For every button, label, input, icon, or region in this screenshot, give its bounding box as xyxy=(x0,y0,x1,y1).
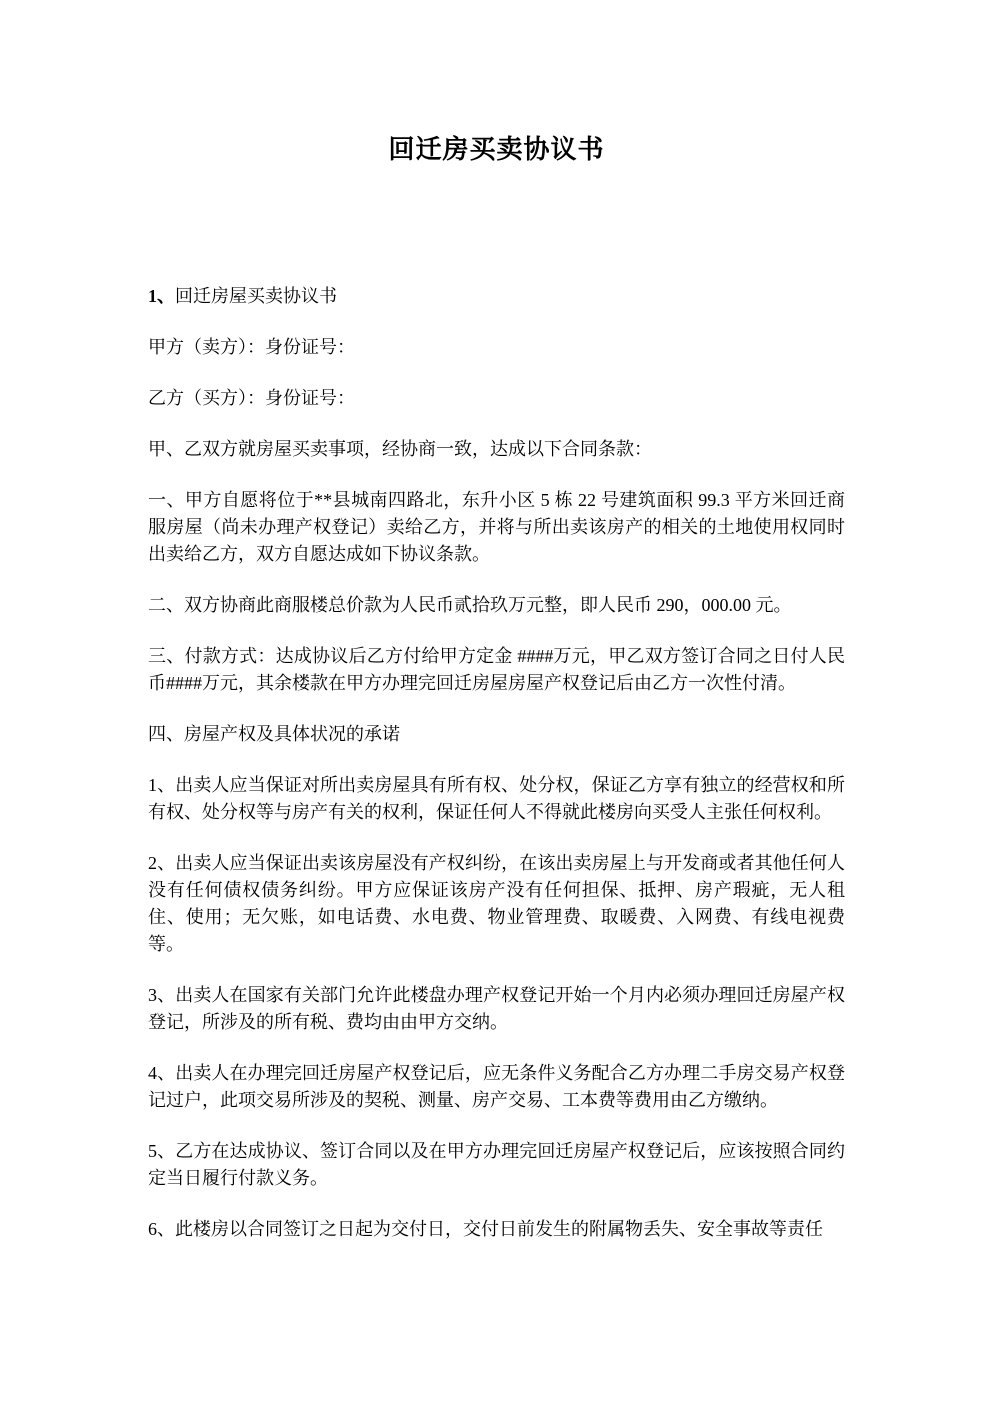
clause-four-item-3: 3、出卖人在国家有关部门允许此楼盘办理产权登记开始一个月内必须办理回迁房屋产权登记，所涉及的所有税、费均由由甲方交纳。 xyxy=(148,985,845,1032)
subtitle-text: 回迁房屋买卖协议书 xyxy=(175,286,337,306)
clause-four-heading: 四、房屋产权及具体状况的承诺 xyxy=(148,724,400,744)
preamble-line: 甲、乙双方就房屋买卖事项，经协商一致，达成以下合同条款： xyxy=(148,439,652,459)
subtitle-number: 1、 xyxy=(148,286,175,306)
party-a-line: 甲方（卖方）：身份证号： xyxy=(148,337,355,357)
clause-four-item-2: 2、出卖人应当保证出卖该房屋没有产权纠纷，在该出卖房屋上与开发商或者其他任何人没有任何债权债务纠纷。甲方应保证该房产没有任何担保、抵押、房产瑕疵，无人租住、使用；无欠账，如电话费、水电费、物业管理费、取暖费、入网费、有线电视费等。 xyxy=(148,853,845,954)
clause-four-item-4: 4、出卖人在办理完回迁房屋产权登记后，应无条件义务配合乙方办理二手房交易产权登记过户，此项交易所涉及的契税、测量、房产交易、工本费等费用由乙方缴纳。 xyxy=(148,1063,845,1110)
clause-four-item-5: 5、乙方在达成协议、签订合同以及在甲方办理完回迁房屋产权登记后，应该按照合同约定当日履行付款义务。 xyxy=(148,1141,845,1188)
document-title: 回迁房买卖协议书 xyxy=(388,135,605,164)
clause-four-item-6: 6、此楼房以合同签订之日起为交付日，交付日前发生的附属物丢失、安全事故等责任 xyxy=(148,1219,823,1239)
clause-one-property-description: 一、甲方自愿将位于**县城南四路北，东升小区 5 栋 22 号建筑面积 99.3 平方米回迁商服房屋（尚未办理产权登记）卖给乙方，并将与所出卖该房产的相关的土地使用权同时出卖给乙方，双方自愿达成如下协议条款。 xyxy=(148,490,845,564)
document-subtitle xyxy=(148,283,845,310)
party-b-line: 乙方（买方）：身份证号： xyxy=(148,388,355,408)
clause-two-total-price: 二、双方协商此商服楼总价款为人民币贰拾玖万元整，即人民币 290，000.00 元。 xyxy=(148,595,792,615)
clause-three-payment-method: 三、付款方式：达成协议后乙方付给甲方定金 ####万元，甲乙双方签订合同之日付人民币####万元，其余楼款在甲方办理完回迁房屋房屋产权登记后由乙方一次性付清。 xyxy=(148,646,845,693)
clause-four-item-1: 1、出卖人应当保证对所出卖房屋具有所有权、处分权，保证乙方享有独立的经营权和所有权、处分权等与房产有关的权利，保证任何人不得就此楼房向买受人主张任何权利。 xyxy=(148,775,845,822)
